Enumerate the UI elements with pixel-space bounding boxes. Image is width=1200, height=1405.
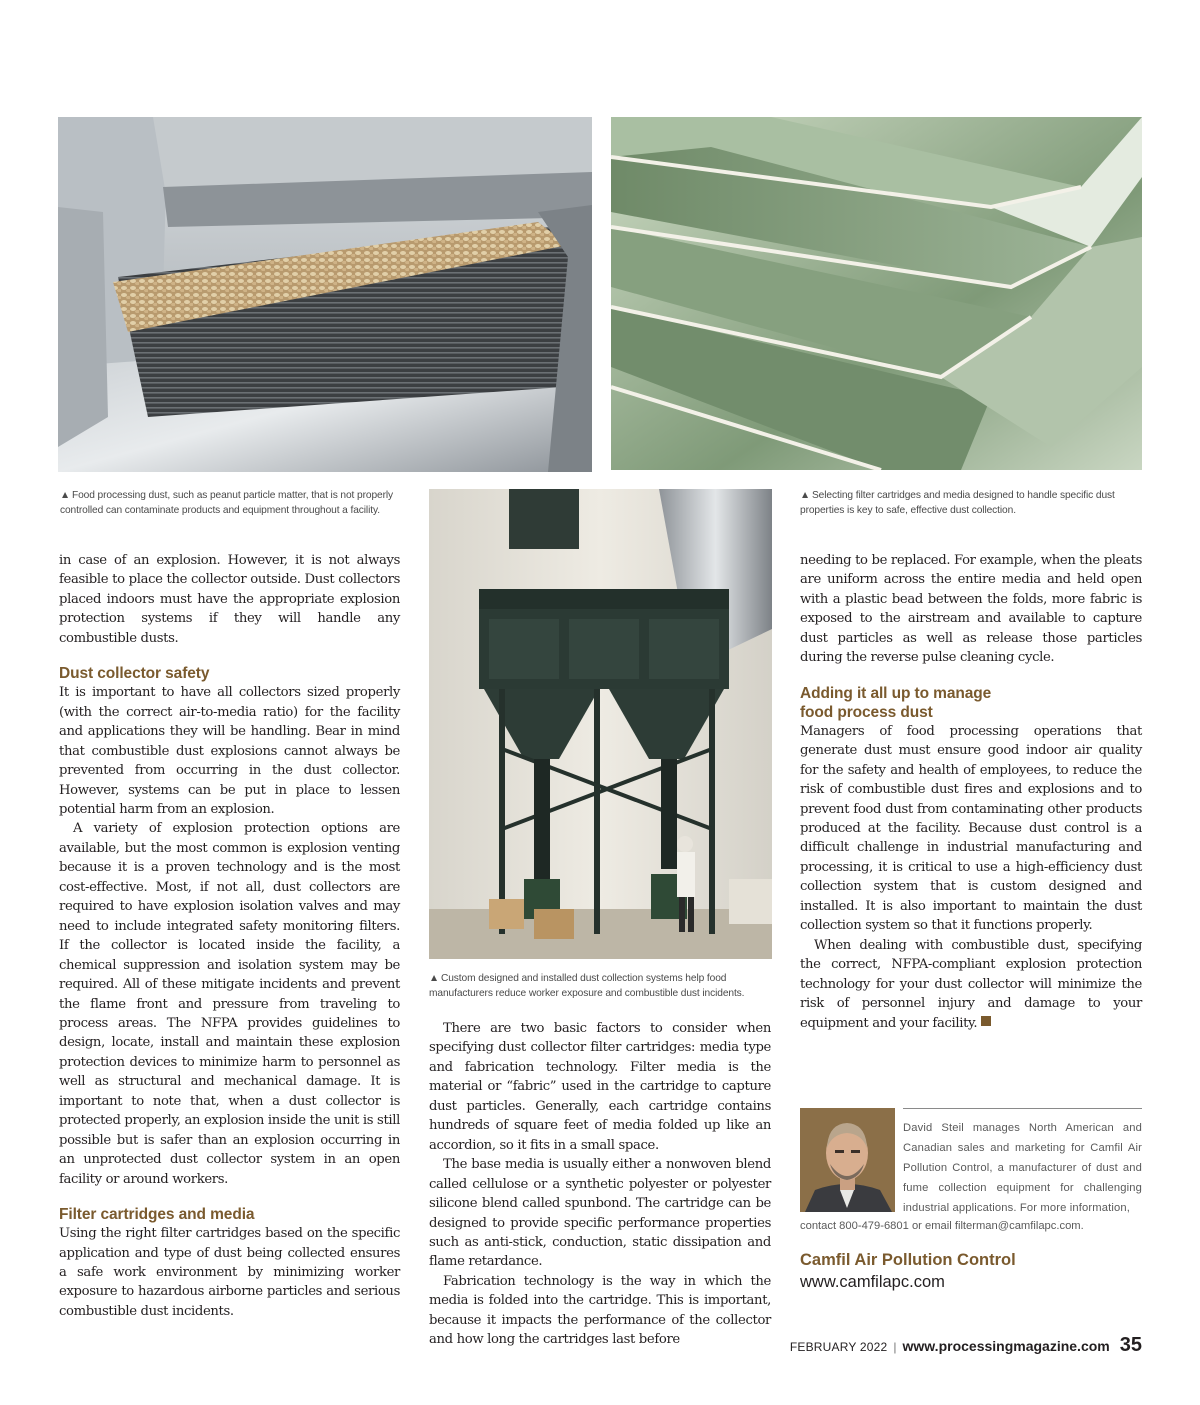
body-paragraph: It is important to have all collectors sized properly (with the correct air-to-media ratio) for the facility and applications they will be handling. Bear in mind that combustible dust explosions cannot always be prevented from occurring in the dust collector. However, systems can be put in place to lessen potential harm from an explosion. xyxy=(59,685,400,817)
right-column xyxy=(800,551,1142,1033)
section-heading-dust-collector-safety: Dust collector safety xyxy=(59,665,210,683)
issue-date: FEBRUARY 2022 xyxy=(789,1340,888,1354)
body-text: When dealing with combustible dust, specifying the correct, NFPA-compliant explosion protection technology for your dust collector will minimize the risk of personnel injury and damage to your equipment and your facility. xyxy=(800,937,1142,1031)
caption-peanuts xyxy=(60,489,415,518)
caption-text: Selecting filter cartridges and media designed to handle specific dust properties is key to safe, effective dust collection. xyxy=(800,490,1115,516)
body-paragraph: in case of an explosion. However, it is not always feasible to place the collector outside. Dust collectors placed indoors must have the appropriate explosion protection systems if they will handle any combustible dusts. xyxy=(59,553,400,646)
bio-divider xyxy=(903,1108,1142,1109)
page-footer xyxy=(790,1334,1142,1357)
caption-triangle-icon: ▲ xyxy=(60,490,70,501)
author-contact: contact 800-479-6801 or email filterman@camfilapc.com. xyxy=(800,1220,1084,1232)
body-paragraph: Using the right filter cartridges based on the specific application and type of dust being collected ensures a safe work environment by minimizing worker exposure to hazardous airborne particles and serious combustible dust incidents. xyxy=(59,1226,400,1319)
author-headshot xyxy=(800,1108,895,1212)
caption-collector xyxy=(429,972,772,1001)
body-paragraph: needing to be replaced. For example, when the pleats are uniform across the entire media and held open with a plastic bead between the folds, more fabric is exposed to the airstream and available to capture dust particles as well as release those particles during the reverse pulse cleaning cycle. xyxy=(800,553,1142,666)
heading-line: food process dust xyxy=(800,703,933,721)
caption-text: Custom designed and installed dust collection systems help food manufacturers reduce worker exposure and combustible dust incidents. xyxy=(429,973,745,999)
magazine-site-link[interactable]: www.processingmagazine.com xyxy=(902,1338,1110,1354)
body-paragraph: A variety of explosion protection options are available, but the most common is explosion venting because it is a proven technology and is the most cost-effective. Most, if not all, dust collectors are required to have explosion isolation valves and may need to include integrated safety monitoring filters. If the collector is located inside the facility, a chemical suppression and isolation system may be required. All of these mitigate incidents and prevent the flame front and pressure from traveling to process areas. The NFPA provides guidelines to design, locate, install and maintain these explosion protection devices to minimize harm to personnel as well as structural and mechanical damage. It is important to note that, when a dust collector is protected properly, an explosion inside the unit is still possible but is safer than an explosion occurring in an unprotected dust collector system in an open facility or around workers. xyxy=(59,821,401,1187)
body-paragraph: Fabrication technology is the way in which the media is folded into the cartridge. This is important, because it impacts the performance of the collector and how long the cartridges last before xyxy=(429,1273,771,1348)
dust-collector-photo xyxy=(429,489,772,959)
section-heading-filter-cartridges: Filter cartridges and media xyxy=(59,1206,255,1224)
caption-triangle-icon: ▲ xyxy=(429,973,439,984)
page-number: 35 xyxy=(1119,1334,1142,1356)
body-paragraph-final xyxy=(800,936,1142,1033)
caption-text: Food processing dust, such as peanut particle matter, that is not properly controlled can contaminate products and equipment throughout a facility. xyxy=(60,490,394,516)
body-paragraph: Managers of food processing operations that generate dust must ensure good indoor air quality for the safety and health of employees, to reduce the risk of combustible dust fires and explosions and to prevent food dust from contaminating other products produced at the facility. Because dust control is a difficult challenge in industrial manufacturing and processing, it is critical to use a high-efficiency dust collection system that is custom designed and installed. It is also important to maintain the dust collection system so that it functions properly. xyxy=(800,723,1142,934)
section-heading-adding-it-all-up xyxy=(800,684,1142,722)
body-paragraph: The base media is usually either a nonwoven blend called cellulose or a synthetic polyester or polyester silicone blend called spunbond. The cartridge can be designed to provide specific performance properties such as anti-stick, conduction, static dissipation and flame retardance. xyxy=(429,1157,771,1270)
company-name: Camfil Air Pollution Control xyxy=(800,1251,1016,1269)
filter-pleats-photo xyxy=(611,117,1142,470)
caption-pleats xyxy=(800,489,1140,518)
company-url-link[interactable]: www.camfilapc.com xyxy=(800,1273,945,1291)
caption-triangle-icon: ▲ xyxy=(800,490,810,501)
body-paragraph: There are two basic factors to consider when specifying dust collector filter cartridges: media type and fabrication technology. Filter media is the material or “fabric” used in the cartridge to capture dust particles. Generally, each cartridge contains hundreds of square feet of media folded up like an accordion, so it fits in a small space. xyxy=(429,1021,771,1153)
end-of-article-icon xyxy=(981,1016,991,1026)
footer-separator: | xyxy=(893,1340,897,1354)
heading-line: Adding it all up to manage xyxy=(800,684,992,702)
middle-column xyxy=(429,1019,771,1350)
left-column xyxy=(59,551,400,1321)
peanut-conveyor-photo xyxy=(58,117,592,472)
author-bio: David Steil manages North American and Canadian sales and marketing for Camfil Air Pollution Control, a manufacturer of dust and fume collection equipment for challenging industrial applications. For more information, xyxy=(903,1122,1142,1214)
